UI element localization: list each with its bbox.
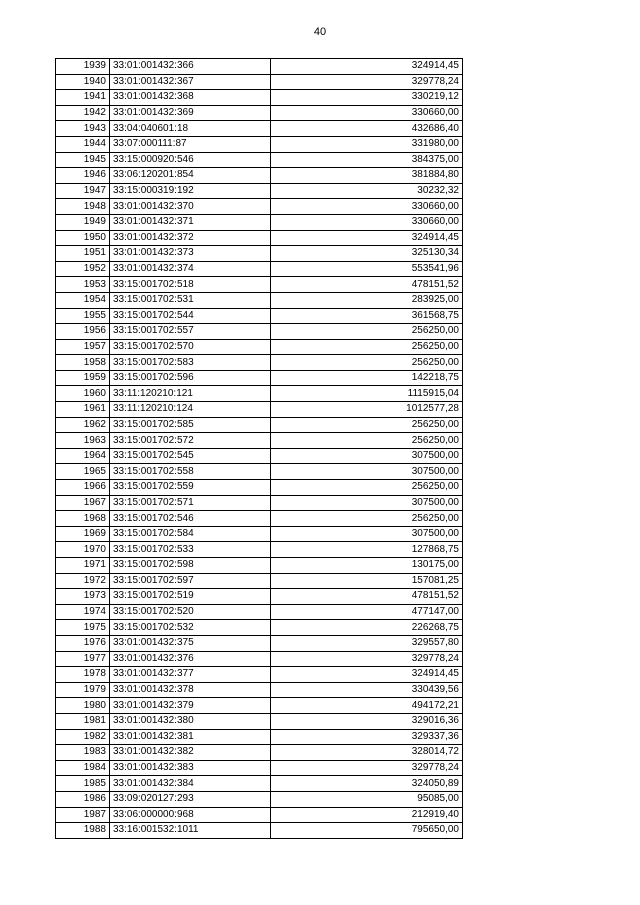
value-cell: 329778,24	[271, 760, 463, 776]
value-cell: 330219,12	[271, 90, 463, 106]
cadastral-number-cell: 33:01:001432:378	[110, 682, 271, 698]
cadastral-number-cell: 33:15:001702:558	[110, 464, 271, 480]
row-number-cell: 1954	[56, 292, 110, 308]
value-cell: 384375,00	[271, 152, 463, 168]
cadastral-number-cell: 33:15:001702:597	[110, 573, 271, 589]
cadastral-number-cell: 33:15:001702:545	[110, 448, 271, 464]
cadastral-number-cell: 33:01:001432:381	[110, 729, 271, 745]
cadastral-number-cell: 33:15:001702:533	[110, 542, 271, 558]
value-cell: 142218,75	[271, 370, 463, 386]
data-table	[55, 58, 463, 839]
table-body	[56, 59, 463, 839]
row-number-cell: 1963	[56, 433, 110, 449]
cadastral-number-cell: 33:15:001702:571	[110, 495, 271, 511]
value-cell: 329557,80	[271, 635, 463, 651]
cadastral-number-cell: 33:15:001702:544	[110, 308, 271, 324]
row-number-cell: 1977	[56, 651, 110, 667]
row-number-cell: 1961	[56, 402, 110, 418]
value-cell: 330660,00	[271, 214, 463, 230]
cadastral-number-cell: 33:15:001702:519	[110, 589, 271, 605]
cadastral-number-cell: 33:01:001432:379	[110, 698, 271, 714]
cadastral-number-cell: 33:15:001702:598	[110, 558, 271, 574]
cadastral-number-cell: 33:11:120210:121	[110, 386, 271, 402]
table-row	[56, 713, 463, 729]
value-cell: 256250,00	[271, 355, 463, 371]
table-row	[56, 526, 463, 542]
value-cell: 330439,56	[271, 682, 463, 698]
value-cell: 226268,75	[271, 620, 463, 636]
row-number-cell: 1958	[56, 355, 110, 371]
table-row	[56, 760, 463, 776]
row-number-cell: 1955	[56, 308, 110, 324]
cadastral-number-cell: 33:15:001702:596	[110, 370, 271, 386]
row-number-cell: 1947	[56, 183, 110, 199]
cadastral-number-cell: 33:01:001432:371	[110, 214, 271, 230]
table-row	[56, 511, 463, 527]
cadastral-number-cell: 33:16:001532:1011	[110, 823, 271, 839]
table-row	[56, 246, 463, 262]
row-number-cell: 1950	[56, 230, 110, 246]
value-cell: 30232,32	[271, 183, 463, 199]
row-number-cell: 1953	[56, 277, 110, 293]
row-number-cell: 1965	[56, 464, 110, 480]
cadastral-number-cell: 33:01:001432:372	[110, 230, 271, 246]
table-row	[56, 59, 463, 75]
table-row	[56, 417, 463, 433]
row-number-cell: 1948	[56, 199, 110, 215]
row-number-cell: 1972	[56, 573, 110, 589]
cadastral-number-cell: 33:15:001702:518	[110, 277, 271, 293]
row-number-cell: 1968	[56, 511, 110, 527]
value-cell: 478151,52	[271, 589, 463, 605]
cadastral-number-cell: 33:15:001702:584	[110, 526, 271, 542]
value-cell: 307500,00	[271, 448, 463, 464]
table-row	[56, 386, 463, 402]
row-number-cell: 1941	[56, 90, 110, 106]
value-cell: 432686,40	[271, 121, 463, 137]
row-number-cell: 1981	[56, 713, 110, 729]
row-number-cell: 1939	[56, 59, 110, 75]
row-number-cell: 1978	[56, 667, 110, 683]
value-cell: 381884,80	[271, 168, 463, 184]
table-row	[56, 667, 463, 683]
row-number-cell: 1942	[56, 105, 110, 121]
cadastral-number-cell: 33:06:120201:854	[110, 168, 271, 184]
cadastral-number-cell: 33:15:000920:546	[110, 152, 271, 168]
row-number-cell: 1985	[56, 776, 110, 792]
value-cell: 157081,25	[271, 573, 463, 589]
cadastral-number-cell: 33:01:001432:384	[110, 776, 271, 792]
value-cell: 256250,00	[271, 480, 463, 496]
row-number-cell: 1971	[56, 558, 110, 574]
table-row	[56, 635, 463, 651]
table-row	[56, 589, 463, 605]
row-number-cell: 1970	[56, 542, 110, 558]
value-cell: 795650,00	[271, 823, 463, 839]
value-cell: 256250,00	[271, 339, 463, 355]
value-cell: 256250,00	[271, 324, 463, 340]
cadastral-number-cell: 33:04:040601:18	[110, 121, 271, 137]
row-number-cell: 1979	[56, 682, 110, 698]
row-number-cell: 1984	[56, 760, 110, 776]
value-cell: 324914,45	[271, 667, 463, 683]
row-number-cell: 1964	[56, 448, 110, 464]
table-row	[56, 433, 463, 449]
row-number-cell: 1960	[56, 386, 110, 402]
row-number-cell: 1956	[56, 324, 110, 340]
cadastral-number-cell: 33:06:000000:968	[110, 807, 271, 823]
value-cell: 307500,00	[271, 526, 463, 542]
table-row	[56, 791, 463, 807]
table-row	[56, 542, 463, 558]
row-number-cell: 1980	[56, 698, 110, 714]
cadastral-number-cell: 33:01:001432:376	[110, 651, 271, 667]
value-cell: 307500,00	[271, 495, 463, 511]
table-row	[56, 339, 463, 355]
table-row	[56, 261, 463, 277]
table-row	[56, 776, 463, 792]
row-number-cell: 1957	[56, 339, 110, 355]
cadastral-number-cell: 33:11:120210:124	[110, 402, 271, 418]
row-number-cell: 1959	[56, 370, 110, 386]
table-row	[56, 168, 463, 184]
row-number-cell: 1949	[56, 214, 110, 230]
cadastral-number-cell: 33:09:020127:293	[110, 791, 271, 807]
value-cell: 95085,00	[271, 791, 463, 807]
row-number-cell: 1943	[56, 121, 110, 137]
value-cell: 329778,24	[271, 74, 463, 90]
value-cell: 328014,72	[271, 745, 463, 761]
cadastral-number-cell: 33:01:001432:369	[110, 105, 271, 121]
row-number-cell: 1974	[56, 604, 110, 620]
value-cell: 329016,36	[271, 713, 463, 729]
cadastral-number-cell: 33:01:001432:380	[110, 713, 271, 729]
value-cell: 256250,00	[271, 433, 463, 449]
row-number-cell: 1946	[56, 168, 110, 184]
row-number-cell: 1986	[56, 791, 110, 807]
cadastral-number-cell: 33:01:001432:375	[110, 635, 271, 651]
row-number-cell: 1973	[56, 589, 110, 605]
value-cell: 331980,00	[271, 136, 463, 152]
table-row	[56, 355, 463, 371]
value-cell: 478151,52	[271, 277, 463, 293]
cadastral-number-cell: 33:15:001702:520	[110, 604, 271, 620]
value-cell: 307500,00	[271, 464, 463, 480]
value-cell: 330660,00	[271, 105, 463, 121]
table-row	[56, 807, 463, 823]
row-number-cell: 1951	[56, 246, 110, 262]
value-cell: 329337,36	[271, 729, 463, 745]
row-number-cell: 1976	[56, 635, 110, 651]
table-row	[56, 90, 463, 106]
cadastral-number-cell: 33:15:001702:531	[110, 292, 271, 308]
value-cell: 553541,96	[271, 261, 463, 277]
cadastral-number-cell: 33:15:001702:557	[110, 324, 271, 340]
table-row	[56, 105, 463, 121]
table-row	[56, 448, 463, 464]
cadastral-number-cell: 33:15:001702:532	[110, 620, 271, 636]
value-cell: 1012577,28	[271, 402, 463, 418]
table-row	[56, 308, 463, 324]
table-row	[56, 402, 463, 418]
row-number-cell: 1966	[56, 480, 110, 496]
table-row	[56, 682, 463, 698]
value-cell: 130175,00	[271, 558, 463, 574]
cadastral-number-cell: 33:01:001432:368	[110, 90, 271, 106]
row-number-cell: 1982	[56, 729, 110, 745]
cadastral-number-cell: 33:01:001432:383	[110, 760, 271, 776]
row-number-cell: 1945	[56, 152, 110, 168]
table-row	[56, 558, 463, 574]
value-cell: 325130,34	[271, 246, 463, 262]
table-row	[56, 324, 463, 340]
cadastral-number-cell: 33:15:001702:546	[110, 511, 271, 527]
table-row	[56, 480, 463, 496]
cadastral-number-cell: 33:15:001702:559	[110, 480, 271, 496]
row-number-cell: 1944	[56, 136, 110, 152]
cadastral-number-cell: 33:15:001702:585	[110, 417, 271, 433]
row-number-cell: 1975	[56, 620, 110, 636]
table-row	[56, 620, 463, 636]
value-cell: 324914,45	[271, 230, 463, 246]
table-row	[56, 74, 463, 90]
table-row	[56, 698, 463, 714]
cadastral-number-cell: 33:15:000319:192	[110, 183, 271, 199]
table-row	[56, 136, 463, 152]
cadastral-number-cell: 33:01:001432:382	[110, 745, 271, 761]
value-cell: 283925,00	[271, 292, 463, 308]
value-cell: 256250,00	[271, 417, 463, 433]
value-cell: 494172,21	[271, 698, 463, 714]
page-number: 40	[313, 26, 327, 38]
row-number-cell: 1987	[56, 807, 110, 823]
value-cell: 477147,00	[271, 604, 463, 620]
cadastral-number-cell: 33:01:001432:374	[110, 261, 271, 277]
table-row	[56, 277, 463, 293]
table-row	[56, 183, 463, 199]
value-cell: 127868,75	[271, 542, 463, 558]
value-cell: 330660,00	[271, 199, 463, 215]
cadastral-number-cell: 33:01:001432:373	[110, 246, 271, 262]
value-cell: 256250,00	[271, 511, 463, 527]
table-row	[56, 199, 463, 215]
value-cell: 329778,24	[271, 651, 463, 667]
cadastral-number-cell: 33:07:000111:87	[110, 136, 271, 152]
row-number-cell: 1962	[56, 417, 110, 433]
cadastral-number-cell: 33:15:001702:572	[110, 433, 271, 449]
table-row	[56, 152, 463, 168]
row-number-cell: 1983	[56, 745, 110, 761]
table-row	[56, 823, 463, 839]
table-row	[56, 745, 463, 761]
table-row	[56, 292, 463, 308]
cadastral-number-cell: 33:15:001702:583	[110, 355, 271, 371]
value-cell: 361568,75	[271, 308, 463, 324]
cadastral-number-cell: 33:01:001432:367	[110, 74, 271, 90]
table-row	[56, 729, 463, 745]
table-row	[56, 464, 463, 480]
table-row	[56, 214, 463, 230]
cadastral-number-cell: 33:01:001432:370	[110, 199, 271, 215]
cadastral-number-cell: 33:01:001432:377	[110, 667, 271, 683]
row-number-cell: 1952	[56, 261, 110, 277]
value-cell: 1115915,04	[271, 386, 463, 402]
table-row	[56, 495, 463, 511]
table-row	[56, 121, 463, 137]
row-number-cell: 1967	[56, 495, 110, 511]
row-number-cell: 1988	[56, 823, 110, 839]
row-number-cell: 1969	[56, 526, 110, 542]
value-cell: 324914,45	[271, 59, 463, 75]
cadastral-number-cell: 33:15:001702:570	[110, 339, 271, 355]
table-row	[56, 370, 463, 386]
value-cell: 212919,40	[271, 807, 463, 823]
value-cell: 324050,89	[271, 776, 463, 792]
table-row	[56, 651, 463, 667]
table-row	[56, 573, 463, 589]
table-row	[56, 230, 463, 246]
cadastral-number-cell: 33:01:001432:366	[110, 59, 271, 75]
table-row	[56, 604, 463, 620]
row-number-cell: 1940	[56, 74, 110, 90]
